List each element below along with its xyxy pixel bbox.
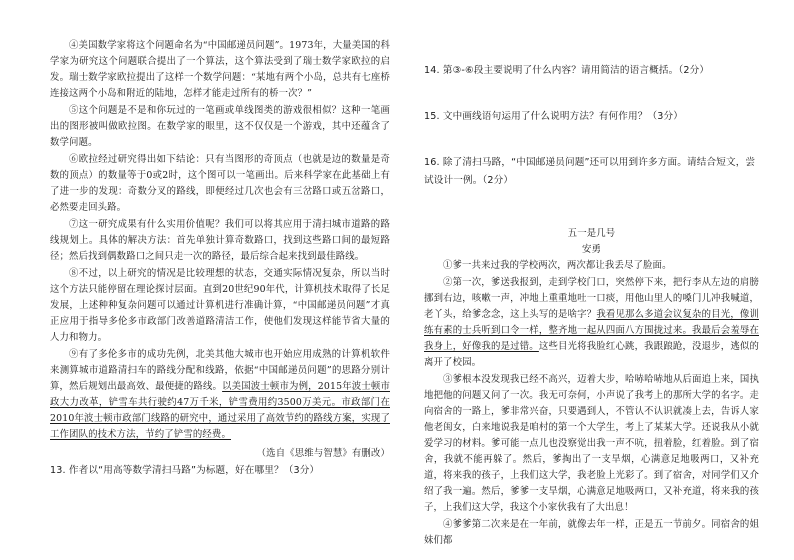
story-title: 五一是几号	[567, 228, 616, 239]
story-paragraph-2-tail: 这些目光将我脸红心跳，我跟踉跄，没退步，逃似的离开了校园。	[424, 341, 759, 368]
paragraph-7: ⑦这一研究成果有什么实用价值呢？我们可以将其应用于清扫城市道路的路线规划上。具体的解决方法：首先单独计算奇数路口，找到这些路口间的最短路径；然后找到偶数路口之间只走一次的路径，最后综合起来找到最佳路线。	[50, 219, 390, 262]
underlined-sentence: 以美国波士顿市为例，2015年波士顿市政大力改革，铲雪车共行驶约47万千米，铲雪费用约3500万美元。	[50, 381, 390, 408]
paragraph-8: ⑧不过，以上研究的情况是比较理想的状态，交通实际情况复杂，所以当时这个方法只能停留在理论探讨层面。直到20世纪90年代，计算机技术取得了长足发展，上述种种复杂问题可以通过计算机进行准确计算，“中国邮递员问题”才真正应用于指导多伦多市政部门改善道路清洁工作，使他们发现这样能节省大量的人力和物力。	[50, 268, 390, 343]
paragraph-4: ④美国数学家将这个问题命名为“中国邮递员问题”。1973年，大量美国的科学家为研究这个问题联合提出了一个算法，这个算法受到了瑞士数学家欧拉的启发。瑞士数学家欧拉提出了这样一个数学问题：“某地有两个小岛，总共有七座桥连接这两个小岛和附近的陆地，怎样才能走过所有的桥一次？”	[50, 40, 390, 99]
story-paragraph-4: ④爹爹第二次来是在一年前，就像去年一样，正是五一节前夕。同宿舍的姐妹们都	[424, 519, 759, 546]
underlined-sentence-continued: 市政部门在2010年波士顿市政部门线路的研究中，通过采用了高效节约的路线方案，实现了工作团队的技术方法，节约了铲雪的经费。	[50, 397, 390, 440]
paragraph-9	[50, 347, 390, 443]
underlined-sentence: 我看见那么多道会议复杂的目光，像训练有素的士兵听到口令一样，整齐地一起从四面八方围拢过来。	[424, 309, 759, 336]
story-paragraph-2-text: ②第一次，爹送我报到，走到学校门口，突然停下来，把行李从左边的肩膀挪到右边，咳嗽一声，冲地上重重地吐一口痰，用他山里人的嗓门儿冲我喊道，老丫头，给爹念念，这上头写的是啥字？	[424, 277, 759, 320]
source-note: （选自《思维与智慧》有删改）	[256, 448, 390, 459]
question-14: 14. 第③-⑥段主要说明了什么内容？请用简洁的语言概括。（2分）	[424, 65, 710, 76]
question-15: 15. 文中画线语句运用了什么说明方法？有何作用？（3分）	[424, 111, 684, 122]
left-column	[50, 38, 390, 480]
paragraph-6: ⑥欧拉经过研究得出如下结论：只有当图形的奇顶点（也就是边的数量是奇数的顶点）的数量等于0或2时，这个图可以一笔画出。后来科学家在此基础上有了进一步的发现：奇数分叉的路线，即便经过几次也会有三岔路口或五岔路口，必然要走回头路。	[50, 154, 390, 213]
story-paragraph-2	[424, 275, 759, 371]
underlined-sentence-continued: 我最后会羞辱在我身上，好像我的是过错。	[424, 325, 759, 352]
story-paragraph-1: ①爹一共来过我的学校两次，两次都让我丢尽了脸面。	[443, 260, 672, 271]
paragraph-5: ⑤这个问题是不是和你玩过的一笔画或单线图类的游戏很相似？这种一笔画出的图形被叫做欧拉图。在数学家的眼里，这不仅仅是一个游戏，其中还蕴含了数学问题。	[50, 105, 390, 148]
question-16: 16. 除了清扫马路，“中国邮递员问题”还可以用到许多方面。请结合短文，尝试设计一例。（2分）	[424, 157, 756, 186]
right-column	[424, 38, 759, 549]
story-author: 安勇	[581, 244, 602, 255]
paragraph-9-text: ⑨有了多伦多市的成功先例，北美其他大城市也开始应用成熟的计算机软件来测算城市道路清扫车的路线分配和线路，依据“中国邮递员问题”的思路分别计算，然后规划出最高效、最便捷的路线。	[50, 349, 390, 392]
story-paragraph-3: ③爹根本没发现我已经不高兴，迈着大步，哈哧哈哧地从后面追上来，国执地把他的问题又问了一次。我无可奈何，小声说了我考上的那所大学的名字。走向宿舍的一路上，爹非常兴奋，只要遇到人，不管认不认识就凑上去，告诉人家他老闺女，白来地说我是咱村的第一个大学生，考上了某某大学。还说我从小就爱学习的材料。爹可能一点儿也没察觉出我一声不吭，扭着脸，红着脸。到了宿舍，我就不能再躲了。然后，爹掏出了一支旱烟，心满意足地吸两口，又补充道，将来我的孩子，上我们这大学，我老脸上光彩了。到了宿舍，对同学们又介绍了我一遍。然后，爹爹一支旱烟，心满意足地吸两口，又补充道，将来我的孩子，上我们这大学，我这个小家伙我有了大出息！	[424, 374, 759, 513]
question-13: 13. 作者以“用高等数学清扫马路”为标题，好在哪里？（3分）	[50, 465, 320, 476]
